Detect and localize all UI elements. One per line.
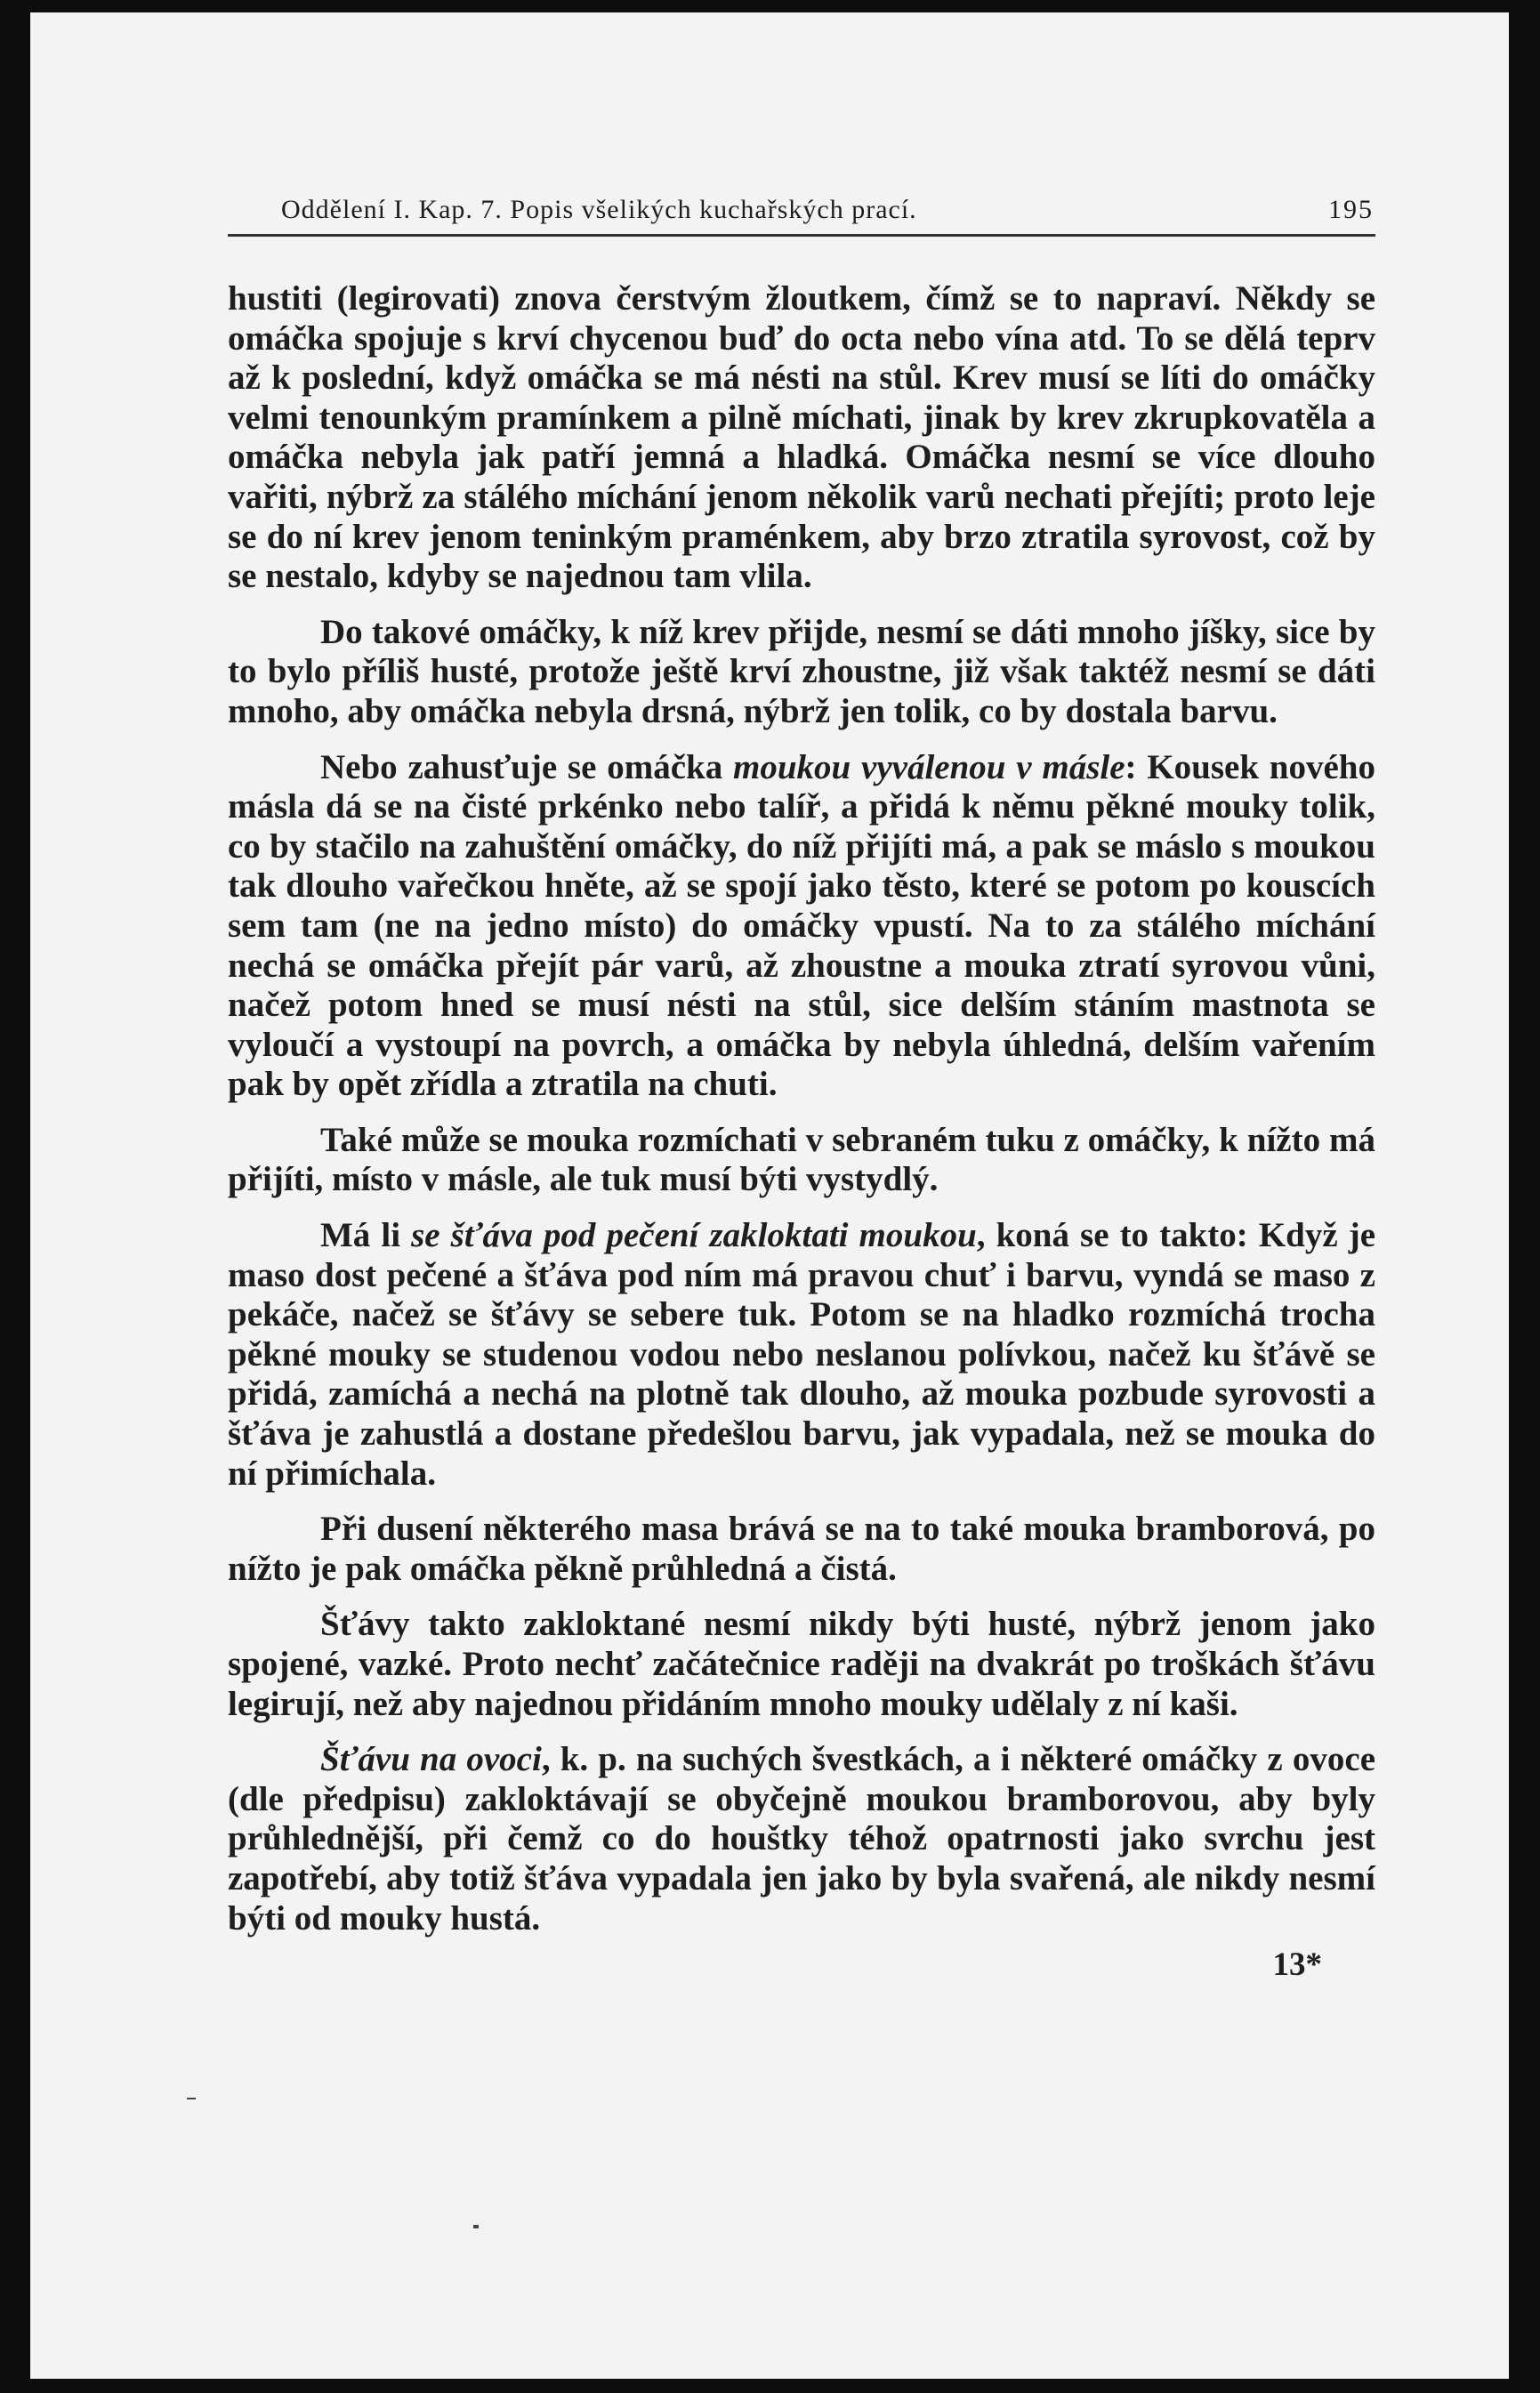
paragraph-run: Nebo zahusťuje se omáčka bbox=[320, 747, 733, 786]
paragraph: Při dusení některého masa brává se na to také mouka bramborová, po nížto je pak omáčka pěkně průhledná a čistá. bbox=[228, 1510, 1375, 1588]
paragraph-run: Má li bbox=[320, 1216, 412, 1255]
paragraph: Také může se mouka rozmíchati v sebraném tuku z omáčky, k nížto má přijíti, místo v másle, ale tuk musí býti vystydlý. bbox=[228, 1120, 1375, 1199]
paragraph: hustiti (legirovati) znova čerstvým žloutkem, čímž se to napraví. Někdy se omáčka spojuje s krví chycenou buď do octa nebo vína atd. To se dělá teprv až k poslední, když omáčka se má nésti na stůl. Krev musí se líti do omáčky velmi tenounkým pramínkem a pilně míchati, jinak by krev zkrupkovatěla a omáčka nebyla jak patří jemná a hladká. Omáčka nesmí se více dlouho vařiti, nýbrž za stálého míchání jenom několik varů nechati přejíti; proto leje se do ní krev jenom teninkým praménkem, aby brzo ztratila syrovost, což by se nestalo, kdyby se najednou tam vlila. bbox=[228, 279, 1375, 596]
paragraph: Do takové omáčky, k níž krev přijde, nesmí se dáti mnoho jíšky, sice by to bylo příliš husté, protože ještě krví zhoustne, již však taktéž nesmí se dáti mnoho, aby omáčka nebyla drsná, nýbrž jen tolik, co by dostala barvu. bbox=[228, 612, 1375, 730]
italic-term: Šťávu na ovoci bbox=[320, 1740, 542, 1779]
paragraph bbox=[228, 748, 1375, 1105]
signature-mark: 13* bbox=[1272, 1946, 1322, 1984]
text-column bbox=[228, 195, 1375, 1984]
italic-term: moukou vyválenou v másle bbox=[733, 747, 1125, 786]
paragraph-run: , k. p. na suchých švestkách, a i některé omáčky z ovoce (dle předpisu) zakloktávají se obyčejně moukou bramborovou, aby byly průhlednější, při čemž co do houštky téhož opatrnosti jako svrchu jest zapotřebí, aby totiž šťáva vypadala jen jako by byla svařená, ale nikdy nesmí býti od mouky hustá. bbox=[228, 1740, 1376, 1938]
italic-term: se šťáva pod pečení zakloktati moukou bbox=[411, 1216, 977, 1255]
paragraph-run: , koná se to takto: Když je maso dost pečené a šťáva pod ním má pravou chuť i barvu, vyndá se maso z pekáče, načež se šťávy se sebere tuk. Potom se na hladko rozmíchá trocha pěkné mouky se studenou vodou nebo neslanou polívkou, načež ku šťávě se přidá, zamíchá a nechá na plotně tak dlouho, až mouka pozbude syrovosti a šťáva je zahustlá a dostane předešlou barvu, jak vypadala, než se mouka do ní přimíchala. bbox=[228, 1216, 1376, 1493]
page-number: 195 bbox=[1328, 195, 1374, 224]
paragraph bbox=[228, 1740, 1375, 1938]
margin-mark bbox=[473, 2225, 479, 2228]
running-header bbox=[228, 195, 1375, 237]
paragraph-run: : Kousek nového másla dá se na čisté prkénko nebo talíř, a přidá k němu pěkné mouky tolik, co by stačilo na zahuštění omáčky, do níž přijíti má, a pak se máslo s moukou tak dlouho vařečkou hněte, až se spojí jako těsto, které se potom po kouscích sem tam (ne na jedno místo) do omáčky vpustí. Na to za stálého míchání nechá se omáčka přejít pár varů, až zhoustne a mouka ztratí syrovou vůni, načež potom hned se musí nésti na stůl, sice delším stáním mastnota se vyloučí a vystoupí na povrch, a omáčka by nebyla úhledná, delším vařením pak by opět zřídla a ztratila na chuti. bbox=[228, 747, 1376, 1104]
body-text bbox=[228, 279, 1375, 1938]
paragraph bbox=[228, 1216, 1375, 1494]
margin-mark bbox=[187, 2098, 196, 2099]
book-page bbox=[30, 12, 1509, 2379]
paragraph: Šťávy takto zakloktané nesmí nikdy býti husté, nýbrž jenom jako spojené, vazké. Proto nechť začátečnice raději na dvakrát po troškách šťávu legirují, než aby najednou přidáním mnoho mouky udělaly z ní kaši. bbox=[228, 1605, 1375, 1723]
running-title: Oddělení I. Kap. 7. Popis všelikých kuchařských prací. bbox=[281, 195, 917, 224]
